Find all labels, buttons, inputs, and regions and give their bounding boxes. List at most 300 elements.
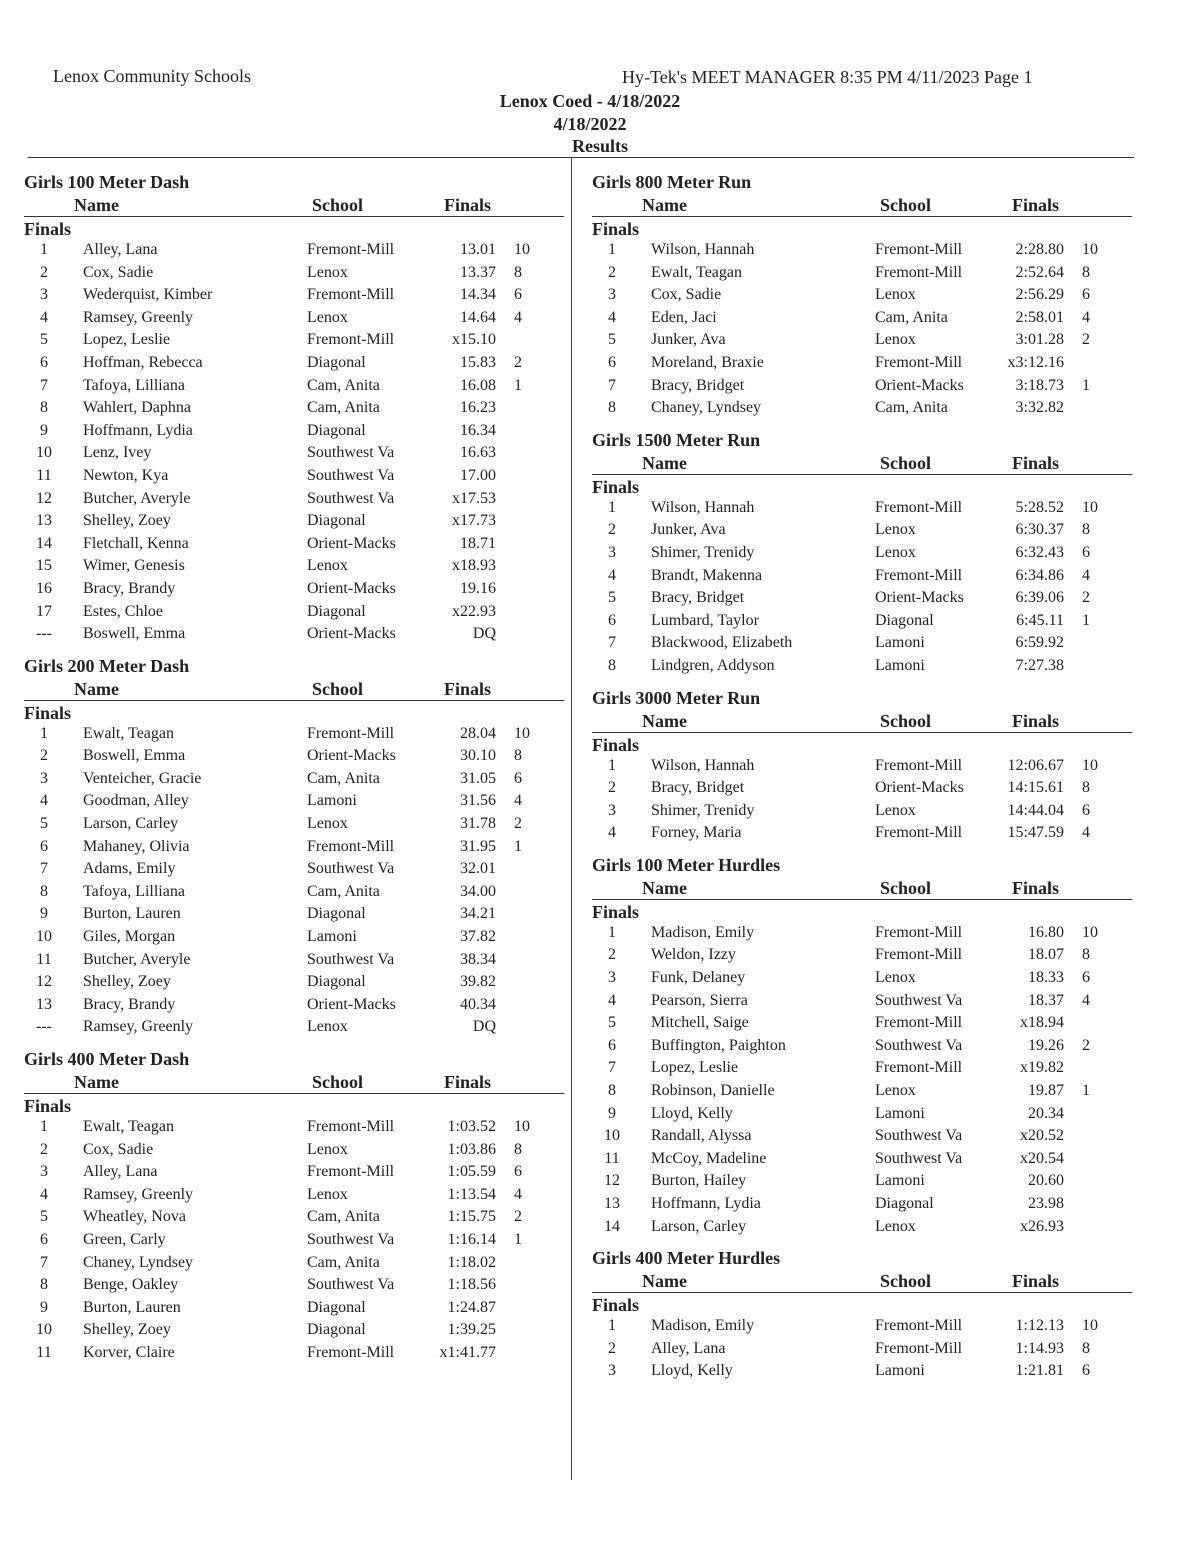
place: 4 (608, 566, 616, 584)
athlete-name: Burton, Lauren (83, 1298, 181, 1316)
school-name: Fremont-Mill (875, 756, 963, 774)
school-name: Lamoni (875, 1104, 925, 1122)
result-row (24, 442, 564, 465)
column-header-name: Name (74, 678, 119, 699)
result-row (24, 903, 564, 926)
result-row (24, 790, 564, 813)
round-label: Finals (24, 702, 72, 723)
finals-time: 1:05.59 (447, 1163, 496, 1181)
event-section (592, 428, 1132, 678)
finals-time: 37.82 (460, 928, 496, 946)
result-row (592, 239, 1132, 262)
school-name: Diagonal (307, 421, 366, 439)
column-header-name: Name (642, 710, 687, 731)
finals-time: DQ (472, 625, 496, 643)
finals-time: 40.34 (460, 995, 496, 1013)
finals-time: 15.83 (460, 353, 496, 371)
school-name: Lenox (875, 543, 916, 561)
result-row (592, 1125, 1132, 1148)
school-name: Lenox (875, 969, 916, 987)
school-name: Cam, Anita (307, 399, 380, 417)
athlete-name: Mahaney, Olivia (83, 837, 190, 855)
place: 1 (608, 241, 616, 258)
points: 2 (514, 815, 522, 833)
athlete-name: Lloyd, Kelly (651, 1362, 733, 1380)
finals-time: 1:16.14 (447, 1230, 496, 1248)
finals-time: 28.04 (460, 724, 496, 742)
finals-time: 34.00 (460, 882, 496, 900)
athlete-name: Brandt, Makenna (651, 566, 763, 584)
finals-time: 3:18.73 (1015, 376, 1064, 394)
place: 8 (40, 399, 48, 417)
column-header-school: School (880, 710, 932, 731)
place: 10 (36, 928, 52, 946)
athlete-name: Lumbard, Taylor (651, 611, 759, 629)
athlete-name: Wilson, Hannah (651, 498, 755, 516)
school-name: Diagonal (307, 905, 366, 923)
school-name: Fremont-Mill (875, 1059, 963, 1077)
place: 4 (40, 792, 48, 810)
place: 5 (40, 1208, 48, 1226)
finals-time: 2:52.64 (1015, 263, 1064, 281)
athlete-name: Ramsey, Greenly (83, 1185, 194, 1203)
finals-time: x19.82 (1020, 1059, 1064, 1077)
event-title: Girls 100 Meter Dash (24, 172, 190, 192)
finals-time: 1:18.02 (447, 1253, 496, 1271)
school-name: Diagonal (875, 611, 934, 629)
athlete-name: Green, Carly (83, 1230, 166, 1248)
athlete-name: Ramsey, Greenly (83, 1018, 194, 1036)
finals-time: 15:47.59 (1007, 824, 1064, 842)
table-header (592, 710, 1132, 733)
athlete-name: Buffington, Paighton (651, 1036, 786, 1054)
athlete-name: Bracy, Brandy (83, 579, 176, 597)
school-name: Lenox (875, 331, 916, 349)
header-rule (28, 157, 1134, 158)
column-header-school: School (880, 877, 932, 898)
school-name: Fremont-Mill (875, 353, 963, 371)
place: 8 (608, 399, 616, 417)
school-name: Lenox (875, 286, 916, 304)
result-row (592, 990, 1132, 1013)
place: 3 (608, 286, 616, 304)
school-name: Orient-Macks (875, 779, 964, 797)
place: 16 (36, 579, 52, 597)
result-row (24, 239, 564, 262)
round-label: Finals (24, 1096, 72, 1116)
table-header (592, 1270, 1132, 1293)
athlete-name: Adams, Emily (83, 860, 176, 878)
athlete-name: Funk, Delaney (651, 969, 746, 987)
place: 2 (40, 263, 48, 281)
points: 8 (514, 263, 522, 281)
place: 12 (36, 973, 52, 991)
result-row (592, 1035, 1132, 1058)
result-row (592, 1216, 1132, 1239)
event-section (592, 170, 1132, 420)
place: 4 (608, 991, 616, 1009)
finals-time: 1:03.86 (447, 1140, 496, 1158)
result-row (24, 836, 564, 859)
school-name: Cam, Anita (307, 376, 380, 394)
table-header (24, 194, 564, 217)
result-row (24, 510, 564, 533)
result-row (592, 397, 1132, 420)
school-name: Fremont-Mill (875, 498, 963, 516)
place: 7 (40, 1253, 48, 1271)
place: --- (36, 1018, 52, 1036)
finals-time: 6:34.86 (1015, 566, 1064, 584)
result-row (592, 822, 1132, 845)
table-header (592, 877, 1132, 900)
school-name: Southwest Va (875, 1036, 963, 1054)
finals-time: 13.01 (460, 241, 496, 258)
result-row (592, 967, 1132, 990)
athlete-name: Randall, Alyssa (651, 1127, 752, 1145)
athlete-name: Wheatley, Nova (83, 1208, 186, 1226)
result-row (592, 610, 1132, 633)
athlete-name: Wimer, Genesis (83, 557, 185, 575)
athlete-name: Chaney, Lyndsey (83, 1253, 194, 1271)
school-name: Lenox (307, 815, 348, 833)
place: 9 (40, 1298, 48, 1316)
athlete-name: Shimer, Trenidy (651, 543, 755, 561)
finals-time: 1:12.13 (1015, 1317, 1064, 1335)
result-row (592, 542, 1132, 565)
place: 14 (36, 534, 52, 552)
athlete-name: Eden, Jaci (651, 308, 717, 326)
athlete-name: Tafoya, Lilliana (83, 882, 185, 900)
result-row (24, 1161, 564, 1184)
finals-time: 34.21 (460, 905, 496, 923)
column-header-finals: Finals (444, 1072, 492, 1092)
finals-time: 2:58.01 (1015, 308, 1064, 326)
finals-time: 38.34 (460, 950, 496, 968)
school-name: Fremont-Mill (307, 241, 395, 258)
points: 10 (514, 241, 530, 258)
result-row (24, 1252, 564, 1275)
school-name: Diagonal (307, 1321, 366, 1339)
school-name: Lamoni (875, 656, 925, 674)
athlete-name: Cox, Sadie (651, 286, 722, 304)
result-row (24, 533, 564, 556)
result-row (592, 1148, 1132, 1171)
place: 12 (604, 1172, 620, 1190)
athlete-name: Weldon, Izzy (651, 946, 736, 964)
place: 6 (40, 837, 48, 855)
place: 7 (40, 860, 48, 878)
school-name: Fremont-Mill (875, 1339, 963, 1357)
athlete-name: Ramsey, Greenly (83, 308, 194, 326)
school-name: Lamoni (307, 928, 357, 946)
result-row (592, 262, 1132, 285)
place: 8 (608, 656, 616, 674)
athlete-name: Alley, Lana (651, 1339, 726, 1357)
athlete-name: Burton, Hailey (651, 1172, 747, 1190)
place: 1 (608, 923, 616, 941)
school-name: Lamoni (875, 634, 925, 652)
result-row (592, 329, 1132, 352)
athlete-name: Ewalt, Teagan (651, 263, 742, 281)
result-row (592, 519, 1132, 542)
place: 6 (608, 611, 616, 629)
result-row (24, 623, 564, 646)
place: 14 (604, 1217, 620, 1235)
place: 5 (608, 1014, 616, 1032)
athlete-name: Lopez, Leslie (651, 1059, 739, 1077)
place: 2 (40, 747, 48, 765)
place: 6 (608, 1036, 616, 1054)
place: 8 (40, 882, 48, 900)
athlete-name: Alley, Lana (83, 1163, 158, 1181)
column-header-finals: Finals (444, 195, 492, 215)
finals-time: 1:03.52 (447, 1118, 496, 1135)
finals-time: 19.16 (460, 579, 496, 597)
points: 10 (514, 1118, 530, 1135)
result-row (592, 1338, 1132, 1361)
place: 11 (36, 466, 52, 484)
result-row (24, 397, 564, 420)
finals-time: 31.95 (460, 837, 496, 855)
result-row (592, 1360, 1132, 1383)
school-name: Diagonal (875, 1195, 934, 1212)
place: 7 (40, 376, 48, 394)
athlete-name: Pearson, Sierra (651, 991, 748, 1009)
finals-time: 18.07 (1028, 946, 1064, 964)
place: 1 (40, 724, 48, 742)
place: 6 (40, 353, 48, 371)
table-header (24, 1071, 564, 1094)
result-row (24, 971, 564, 994)
finals-time: 6:32.43 (1015, 543, 1064, 561)
athlete-name: Mitchell, Saige (651, 1014, 749, 1032)
finals-time: 16.63 (460, 444, 496, 462)
athlete-name: Cox, Sadie (83, 263, 154, 281)
points: 8 (1082, 946, 1090, 964)
athlete-name: Robinson, Danielle (651, 1082, 775, 1100)
place: 1 (40, 1118, 48, 1135)
school-name: Southwest Va (875, 1127, 963, 1145)
finals-time: x20.52 (1020, 1127, 1064, 1145)
result-row (24, 307, 564, 330)
round-label: Finals (592, 476, 640, 497)
athlete-name: Butcher, Averyle (83, 489, 191, 507)
points: 2 (1082, 589, 1090, 607)
round-label: Finals (592, 734, 640, 755)
result-row (592, 375, 1132, 398)
column-header-name: Name (74, 1072, 119, 1092)
place: 6 (40, 1230, 48, 1248)
event-title: Girls 200 Meter Dash (24, 655, 190, 676)
athlete-name: Lenz, Ivey (83, 444, 152, 462)
result-row (592, 632, 1132, 655)
school-name: Fremont-Mill (307, 286, 395, 304)
place: 3 (40, 1163, 48, 1181)
column-header-school: School (880, 195, 932, 215)
school-name: Southwest Va (307, 466, 395, 484)
place: 2 (608, 779, 616, 797)
points: 4 (514, 792, 522, 810)
athlete-name: Junker, Ava (651, 331, 726, 349)
points: 8 (1082, 521, 1090, 539)
finals-time: 16.23 (460, 399, 496, 417)
athlete-name: Shelley, Zoey (83, 1321, 171, 1339)
result-row (592, 497, 1132, 520)
athlete-name: Cox, Sadie (83, 1140, 154, 1158)
finals-time: 16.34 (460, 421, 496, 439)
finals-time: 2:56.29 (1015, 286, 1064, 304)
points: 1 (1082, 376, 1090, 394)
athlete-name: Giles, Morgan (83, 928, 176, 946)
athlete-name: Lindgren, Addyson (651, 656, 775, 674)
school-name: Orient-Macks (307, 747, 396, 765)
finals-time: DQ (472, 1018, 496, 1036)
points: 10 (1082, 1317, 1098, 1335)
result-row (592, 1170, 1132, 1193)
finals-time: 1:15.75 (447, 1208, 496, 1226)
points: 2 (514, 353, 522, 371)
column-header-name: Name (642, 877, 687, 898)
points: 1 (1082, 611, 1090, 629)
result-row (592, 944, 1132, 967)
event-section (592, 853, 1132, 1238)
finals-time: 1:24.87 (447, 1298, 496, 1316)
points: 1 (514, 837, 522, 855)
school-name: Cam, Anita (307, 1253, 380, 1271)
finals-time: 19.26 (1028, 1036, 1064, 1054)
result-row (592, 755, 1132, 778)
place: 2 (608, 1339, 616, 1357)
place: 7 (608, 634, 616, 652)
finals-time: 20.34 (1028, 1104, 1064, 1122)
place: 8 (40, 1276, 48, 1294)
school-name: Lenox (307, 1018, 348, 1036)
place: 10 (604, 1127, 620, 1145)
result-row (592, 1012, 1132, 1035)
place: 2 (608, 521, 616, 539)
athlete-name: Wilson, Hannah (651, 241, 755, 258)
points: 2 (514, 1208, 522, 1226)
place: 7 (608, 376, 616, 394)
finals-time: 14.64 (460, 308, 496, 326)
column-header-finals: Finals (1012, 710, 1060, 731)
place: 1 (608, 498, 616, 516)
result-row (592, 1103, 1132, 1126)
athlete-name: Shimer, Trenidy (651, 801, 755, 819)
finals-time: x15.10 (452, 331, 496, 349)
column-header-school: School (312, 1072, 364, 1092)
school-name: Fremont-Mill (875, 1317, 963, 1335)
points: 4 (1082, 824, 1090, 842)
place: 13 (604, 1195, 620, 1212)
place: 10 (36, 444, 52, 462)
athlete-name: Burton, Lauren (83, 905, 181, 923)
result-row (24, 1342, 564, 1365)
finals-time: 6:39.06 (1015, 589, 1064, 607)
school-name: Lenox (307, 308, 348, 326)
athlete-name: Madison, Emily (651, 1317, 755, 1335)
round-label: Finals (592, 219, 640, 239)
result-row (24, 1297, 564, 1320)
finals-time: x1:41.77 (439, 1343, 496, 1361)
school-name: Southwest Va (307, 1276, 395, 1294)
points: 4 (1082, 308, 1090, 326)
athlete-name: Venteicher, Gracie (83, 769, 202, 787)
school-name: Cam, Anita (875, 399, 948, 417)
athlete-name: Bracy, Bridget (651, 779, 745, 797)
school-name: Southwest Va (875, 991, 963, 1009)
finals-time: 1:21.81 (1015, 1362, 1064, 1380)
event-section (592, 1246, 1132, 1383)
school-name: Southwest Va (307, 860, 395, 878)
place: 13 (36, 995, 52, 1013)
result-row (592, 587, 1132, 610)
result-row (592, 1057, 1132, 1080)
place: 4 (608, 308, 616, 326)
school-name: Fremont-Mill (875, 241, 963, 258)
column-header-school: School (880, 1271, 932, 1292)
athlete-name: Goodman, Alley (83, 792, 189, 810)
points: 8 (1082, 1339, 1090, 1357)
place: 5 (608, 331, 616, 349)
event-section (24, 654, 564, 1039)
school-name: Orient-Macks (307, 995, 396, 1013)
event-title: Girls 400 Meter Dash (24, 1049, 190, 1069)
points: 4 (1082, 991, 1090, 1009)
athlete-name: Chaney, Lyndsey (651, 399, 762, 417)
school-name: Fremont-Mill (875, 824, 963, 842)
athlete-name: Larson, Carley (83, 815, 179, 833)
school-name: Diagonal (307, 512, 366, 530)
result-row (24, 813, 564, 836)
result-row (24, 329, 564, 352)
finals-time: 20.60 (1028, 1172, 1064, 1190)
finals-time: x17.73 (452, 512, 496, 530)
school-name: Cam, Anita (875, 308, 948, 326)
finals-time: 14:44.04 (1007, 801, 1064, 819)
column-header-school: School (880, 452, 932, 473)
school-name: Lenox (307, 1140, 348, 1158)
points: 2 (1082, 1036, 1090, 1054)
place: 3 (608, 543, 616, 561)
result-row (24, 768, 564, 791)
athlete-name: Newton, Kya (83, 466, 169, 484)
meet-date: 4/18/2022 (553, 114, 627, 134)
place: 1 (608, 756, 616, 774)
result-row (592, 800, 1132, 823)
column-header-finals: Finals (444, 678, 492, 699)
finals-time: 3:32.82 (1015, 399, 1064, 417)
school-name: Lamoni (307, 792, 357, 810)
column-header-school: School (312, 678, 364, 699)
place: 5 (608, 589, 616, 607)
place: --- (36, 625, 52, 643)
school-name: Orient-Macks (307, 579, 396, 597)
finals-time: 30.10 (460, 747, 496, 765)
finals-time: 6:59.92 (1015, 634, 1064, 652)
athlete-name: Moreland, Braxie (651, 353, 764, 371)
school-name: Diagonal (307, 1298, 366, 1316)
result-row (24, 1229, 564, 1252)
athlete-name: Wilson, Hannah (651, 756, 755, 774)
athlete-name: Shelley, Zoey (83, 973, 171, 991)
place: 4 (608, 824, 616, 842)
school-name: Cam, Anita (307, 1208, 380, 1226)
round-label: Finals (592, 1295, 640, 1316)
athlete-name: Fletchall, Kenna (83, 534, 189, 552)
result-row (24, 994, 564, 1017)
school-name: Orient-Macks (875, 589, 964, 607)
